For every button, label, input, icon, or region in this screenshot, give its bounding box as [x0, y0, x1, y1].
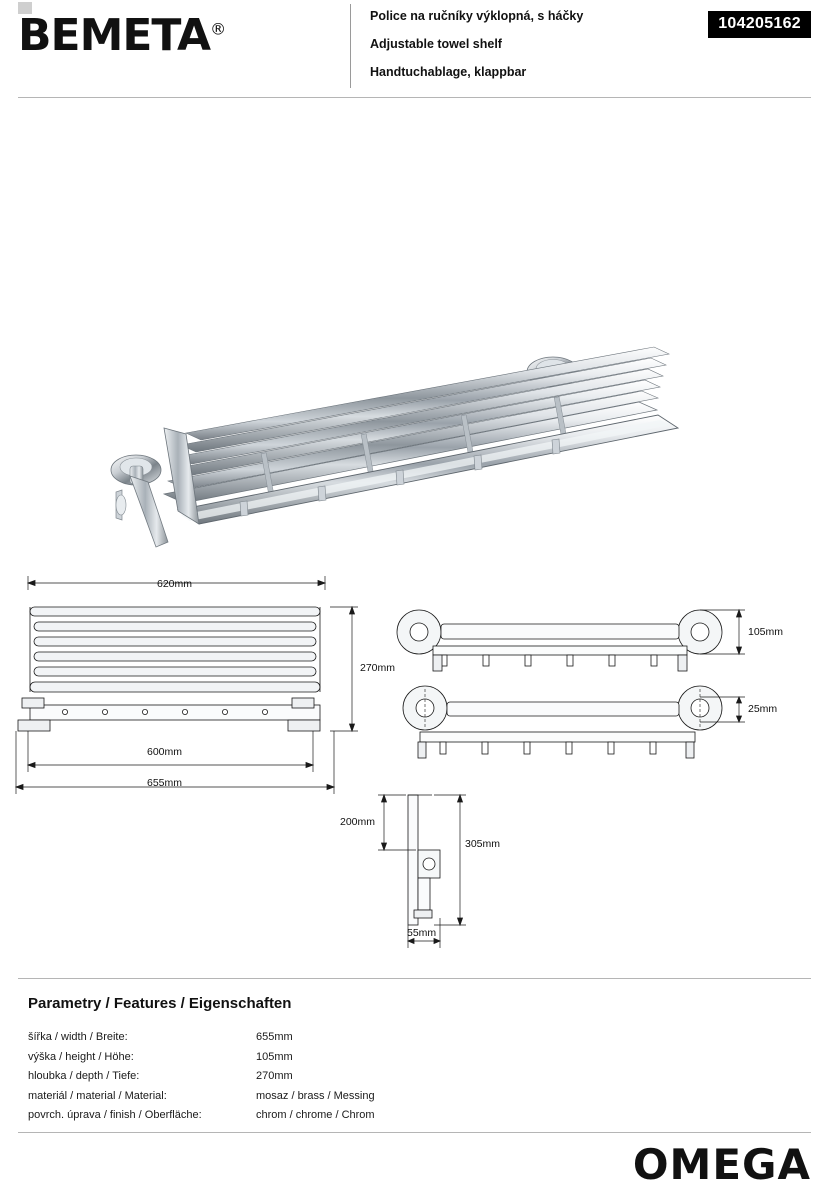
dim-front-width-620: 620mm — [157, 578, 193, 590]
dim-front-total-655: 655mm — [147, 777, 183, 789]
series-brand: OMEGA — [632, 1140, 811, 1189]
page-header — [0, 0, 829, 100]
title-de: Handtuchablage, klappbar — [370, 65, 527, 79]
param-key: hloubka / depth / Tiefe: — [28, 1070, 140, 1082]
dim-side-depth-105: 105mm — [748, 626, 784, 638]
dim-front-height-270: 270mm — [360, 662, 396, 674]
parameters-section — [28, 995, 808, 1126]
logo-text: BEMETA — [18, 9, 211, 61]
param-row-material — [28, 1087, 808, 1107]
title-cs: Police na ručníky výklopná, s háčky — [370, 9, 584, 23]
drawing-bracket-detail — [378, 795, 466, 948]
dim-bracket-arm-200: 200mm — [340, 816, 376, 828]
title-en: Adjustable towel shelf — [370, 37, 502, 51]
brand-logo — [18, 4, 338, 61]
param-row-finish — [28, 1106, 808, 1126]
dim-bracket-total-305: 305mm — [465, 838, 501, 850]
drawing-side-views — [397, 610, 745, 758]
registered-mark-icon: ® — [210, 19, 226, 38]
technical-drawings — [0, 550, 829, 970]
footer-rule — [18, 1132, 811, 1133]
dim-bracket-depth-55: 55mm — [407, 927, 437, 939]
product-titles — [370, 2, 670, 86]
parameters-rule — [18, 978, 811, 979]
header-divider — [350, 4, 351, 88]
param-key: výška / height / Höhe: — [28, 1050, 134, 1063]
param-key: povrch. úprava / finish / Oberfläche: — [28, 1109, 202, 1121]
support-arm-left — [116, 476, 168, 547]
param-key: šířka / width / Breite: — [28, 1031, 128, 1043]
param-value: 105mm — [256, 1050, 293, 1063]
param-row-height — [28, 1048, 808, 1068]
dim-front-inner-600: 600mm — [147, 746, 183, 758]
param-value: chrom / chrome / Chrom — [256, 1109, 375, 1121]
param-value: mosaz / brass / Messing — [256, 1089, 375, 1102]
param-value: 655mm — [256, 1031, 293, 1043]
header-rule — [18, 97, 811, 98]
dim-side-gap-25: 25mm — [748, 703, 778, 715]
param-key: materiál / material / Material: — [28, 1089, 167, 1102]
param-row-width — [28, 1028, 808, 1048]
product-photo — [18, 110, 811, 550]
param-value: 270mm — [256, 1070, 293, 1082]
param-row-depth — [28, 1067, 808, 1087]
drawing-front-view — [16, 576, 358, 794]
product-code-badge: 104205162 — [708, 11, 811, 38]
parameters-title: Parametry / Features / Eigenschaften — [28, 995, 292, 1012]
